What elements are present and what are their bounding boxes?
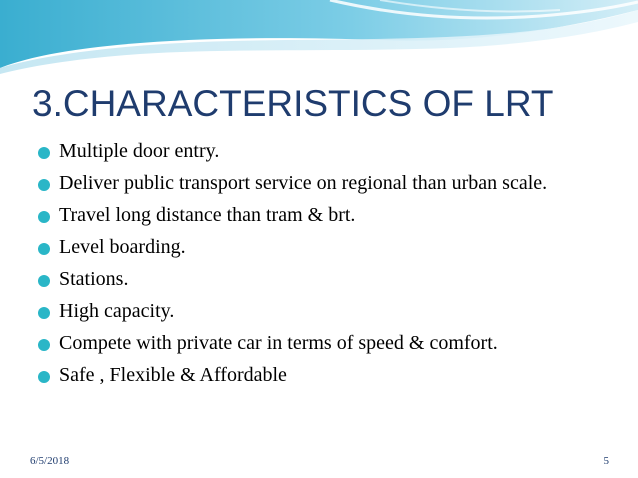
list-item: [38, 331, 608, 356]
footer-date: 6/5/2018: [30, 455, 70, 467]
bullet-dot-icon: [38, 147, 50, 159]
bullet-text: Stations.: [59, 268, 129, 290]
bullet-list: [38, 139, 608, 395]
bullet-dot-icon: [38, 243, 50, 255]
bullet-text: Level boarding.: [59, 236, 186, 258]
list-item: [38, 139, 608, 164]
list-item: [38, 203, 608, 228]
bullet-dot-icon: [38, 211, 50, 223]
list-item: [38, 235, 608, 260]
list-item: [38, 267, 608, 292]
page-number: 5: [603, 455, 609, 467]
bullet-dot-icon: [38, 179, 50, 191]
bullet-dot-icon: [38, 371, 50, 383]
bullet-dot-icon: [38, 339, 50, 351]
bullet-dot-icon: [38, 275, 50, 287]
bullet-text: Multiple door entry.: [59, 140, 220, 162]
bullet-text: Safe , Flexible & Affordable: [59, 364, 287, 386]
slide-title: 3.CHARACTERISTICS OF LRT: [32, 83, 554, 124]
bullet-text: Deliver public transport service on regional than urban scale.: [59, 172, 548, 194]
bullet-text: Compete with private car in terms of speed & comfort.: [59, 332, 498, 354]
header-wave-decoration: [0, 0, 638, 80]
list-item: [38, 299, 608, 324]
bullet-text: Travel long distance than tram & brt.: [59, 204, 356, 226]
list-item: [38, 171, 608, 196]
bullet-text: High capacity.: [59, 300, 175, 322]
list-item: [38, 363, 608, 388]
bullet-dot-icon: [38, 307, 50, 319]
